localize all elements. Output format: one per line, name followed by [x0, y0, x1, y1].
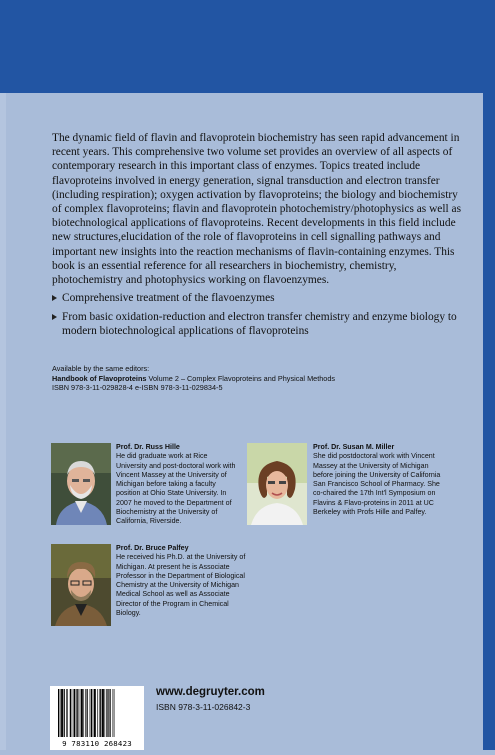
author-bio-text: He did graduate work at Rice University and post-doctoral work with Vincent Massey at the University of Michigan before taking a faculty position at Ohio State University. In 2007 he moved to the Department of Biochemistry at the University of California, Riverside. — [116, 452, 236, 526]
isbn-barcode — [50, 686, 144, 750]
feature-item: Comprehensive treatment of the flavoenzymes — [52, 291, 472, 305]
author-bio-text: He received his Ph.D. at the University of Michigan. At present he is Associate Professor in the Department of Biological Chemistry at the University of Michigan Medical School as well as Associate Director of the Program in Chemical Biology. — [116, 553, 246, 618]
left-edge-strip — [0, 93, 6, 750]
book-description: The dynamic field of flavin and flavoprotein biochemistry has seen rapid advancement in recent years. This comprehensive two volume set provides an overview of all aspects of contemporary research in this important class of enzymes. Topics treated include flavoproteins involved in energy generation, signal transduction and electron transfer (including respiration); oxygen activation by flavoproteins; the biology and biochemistry of complex flavoproteins; flavin and flavoprotein photochemistry/photophysics as well as biotechnological applications of flavoproteins. Recent developments in this field include new structures,elucidation of the role of flavoproteins in cell signalling pathways and important new insights into the reaction mechanisms of flavin-containing enzymes. This book is an essential reference for all researchers in biochemistry, chemistry, photochemistry and photophysics working on flavoenzymes. — [52, 132, 462, 287]
handbook-volume: Volume 2 – Complex Flavoproteins and Physical Methods — [146, 373, 336, 383]
author-name: Prof. Dr. Susan M. Miller — [313, 443, 395, 451]
spine-edge — [483, 93, 495, 750]
author-name: Prof. Dr. Bruce Palfey — [116, 544, 189, 552]
author-bio-bruce-palfey — [116, 544, 246, 618]
author-bio-susan-miller — [313, 443, 443, 517]
book-isbn: ISBN 978-3-11-026842-3 — [156, 702, 251, 712]
author-bio-text: She did postdoctoral work with Vincent Massey at the University of Michigan before joining the University of California San Francisco School of Pharmacy. She co-chaired the 17th Int'l Symposium on Flavins & Flavo-proteins in 2011 at UC Berkeley with Profs Hille and Palfey. — [313, 452, 441, 517]
same-editors-intro: Available by the same editors: — [52, 364, 150, 373]
same-editors-note — [52, 364, 472, 393]
publisher-website: www.degruyter.com — [156, 686, 265, 698]
feature-item: From basic oxidation-reduction and electron transfer chemistry and enzyme biology to modern biotechnological applications of flavoproteins — [52, 310, 472, 338]
author-photo-susan-miller — [247, 443, 307, 525]
author-photo-russ-hille — [51, 443, 111, 525]
same-editors-isbn: ISBN 978-3-11-029828-4 e-ISBN 978-3-11-029834-5 — [52, 383, 223, 393]
author-photo-bruce-palfey — [51, 544, 111, 626]
author-name: Prof. Dr. Russ Hille — [116, 443, 180, 451]
bullet-triangle-icon — [52, 314, 57, 320]
handbook-title: Handbook of Flavoproteins — [52, 373, 147, 383]
barcode-number: 9 783110 268423 — [62, 739, 132, 748]
feature-list — [52, 291, 472, 344]
bullet-triangle-icon — [52, 295, 57, 301]
same-editors-title-line — [52, 374, 472, 384]
top-color-band — [0, 0, 495, 93]
author-bio-russ-hille — [116, 443, 236, 527]
